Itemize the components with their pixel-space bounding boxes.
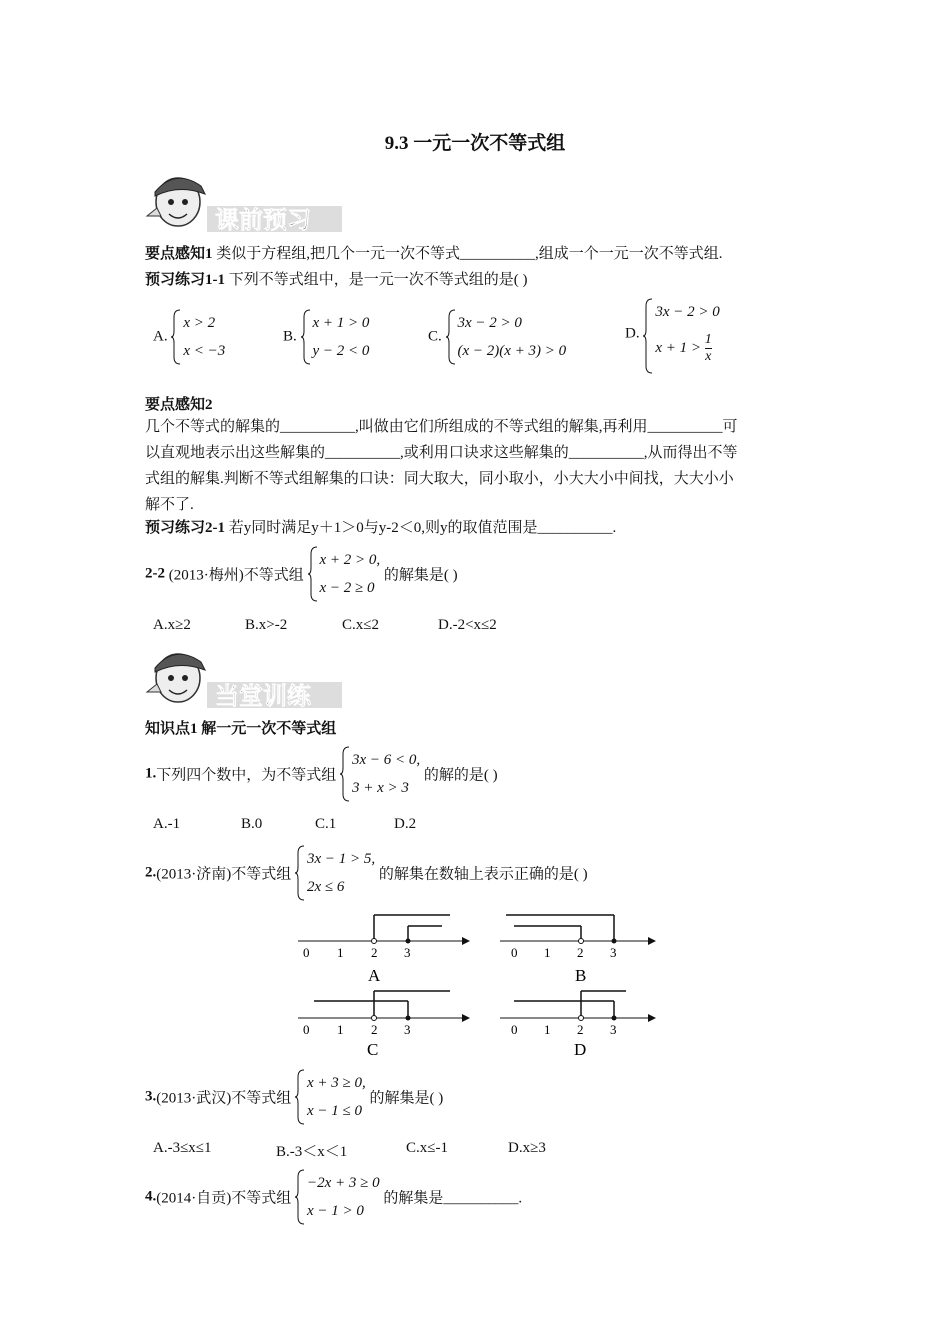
banner-practice-text: 当堂训练 — [215, 682, 311, 710]
number-line-b — [500, 915, 656, 985]
svg-text:0: 0 — [303, 945, 310, 960]
p11-option-b: B. x + 1 > 0 y − 2 < 0 — [283, 309, 369, 365]
brace-icon — [308, 546, 318, 602]
brace-icon — [301, 309, 311, 365]
k1-block — [145, 242, 723, 263]
mascot-banner-preview — [145, 166, 345, 236]
k1-label: 要点感知1 — [145, 246, 213, 262]
q1-option: A.-1 — [153, 816, 181, 832]
q3-option: A.-3≤x≤1 — [153, 1140, 212, 1156]
svg-text:2: 2 — [577, 1022, 584, 1037]
p22-option: D.-2<x≤2 — [438, 617, 497, 633]
number-line-c — [298, 991, 470, 1059]
question-4: 4.(2014·自贡)不等式组 −2x + 3 ≥ 0 x − 1 > 0 的解集是__________. — [145, 1169, 522, 1225]
page-title: 9.3 一元一次不等式组 — [384, 133, 566, 154]
number-line-d — [500, 991, 656, 1059]
q1-option: B.0 — [241, 816, 263, 832]
svg-text:C: C — [367, 1040, 379, 1059]
svg-text:1: 1 — [544, 945, 551, 960]
p11-label: 预习练习1-1 — [145, 272, 225, 288]
svg-text:3: 3 — [404, 1022, 411, 1037]
knowledge-point-1: 知识点1 解一元一次不等式组 — [145, 721, 337, 737]
brace-icon — [295, 1069, 305, 1125]
brace-icon — [340, 746, 350, 802]
brace-icon — [446, 309, 456, 365]
p11-option-c: C. 3x − 2 > 0 (x − 2)(x + 3) > 0 — [428, 309, 566, 365]
k1-text: 类似于方程组,把几个一元一次不等式__________,组成一个一元一次不等式组. — [212, 246, 723, 262]
brace-icon — [171, 309, 181, 365]
q3-option: C.x≤-1 — [406, 1140, 448, 1156]
p22-option: C.x≤2 — [342, 617, 379, 633]
q3-option: D.x≥3 — [508, 1140, 546, 1156]
p22-option: B.x>-2 — [245, 617, 288, 633]
p21-label: 预习练习2-1 — [145, 520, 225, 536]
svg-text:3: 3 — [610, 945, 617, 960]
number-line-a — [298, 915, 470, 985]
q1-option: D.2 — [394, 816, 417, 832]
p11-text: 下列不等式组中，是一元一次不等式组的是( ) — [225, 272, 528, 288]
q3-option: B.-3＜x＜1 — [276, 1144, 348, 1160]
brace-icon — [295, 845, 305, 901]
svg-text:3: 3 — [610, 1022, 617, 1037]
svg-text:2: 2 — [371, 1022, 378, 1037]
q1-option: C.1 — [315, 816, 337, 832]
p11-option-d: D. 3x − 2 > 0 x + 1 > $\frac{1}{x}$ — [625, 298, 720, 370]
p22-block: 2-2 (2013·梅州)不等式组 x + 2 > 0, x − 2 ≥ 0 的解集是( ) — [145, 546, 458, 602]
banner-preview-text: 课前预习 — [215, 206, 311, 234]
svg-text:D: D — [574, 1040, 587, 1059]
svg-text:0: 0 — [511, 1022, 518, 1037]
svg-text:B: B — [575, 966, 587, 985]
number-line-figure — [290, 905, 670, 1065]
brace-icon — [643, 298, 653, 374]
p11-block — [145, 268, 528, 289]
fraction: $\frac{1}{x}$ — [704, 332, 712, 365]
question-2: 2.(2013·济南)不等式组 3x − 1 > 5, 2x ≤ 6 的解集在数轴上表示正确的是( ) — [145, 845, 588, 901]
p21-text: 若y同时满足y＋1＞0与y-2＜0,则y的取值范围是__________. — [225, 520, 617, 536]
svg-text:1: 1 — [337, 1022, 344, 1037]
svg-text:2: 2 — [577, 945, 584, 960]
svg-text:0: 0 — [303, 1022, 310, 1037]
mascot-banner-practice — [145, 642, 345, 712]
p21-block — [145, 516, 616, 537]
svg-text:1: 1 — [544, 1022, 551, 1037]
brace-icon — [295, 1169, 305, 1225]
svg-text:3: 3 — [404, 945, 411, 960]
svg-text:1: 1 — [337, 945, 344, 960]
question-1: 1.下列四个数中，为不等式组 3x − 6 < 0, 3 + x > 3 的解的是( ) — [145, 746, 498, 802]
svg-text:2: 2 — [371, 945, 378, 960]
svg-text:A: A — [368, 966, 381, 985]
question-3: 3.(2013·武汉)不等式组 x + 3 ≥ 0, x − 1 ≤ 0 的解集是( ) — [145, 1069, 443, 1125]
p11-option-a: A. x > 2 x < −3 — [153, 309, 225, 365]
svg-text:0: 0 — [511, 945, 518, 960]
k2-paragraph: 几个不等式的解集的__________,叫做由它们所组成的不等式组的解集,再利用__________可 以直观地表示出这些解集的__________,或利用口诀求这些解集的__________,从而得出不等 式组的解集.判断不等式组解集的口诀：同大取大，同小取小，小大大小中间找，大大小小 解不了. — [145, 419, 738, 513]
p22-option: A.x≥2 — [153, 617, 191, 633]
k2-label: 要点感知2 — [145, 397, 213, 413]
